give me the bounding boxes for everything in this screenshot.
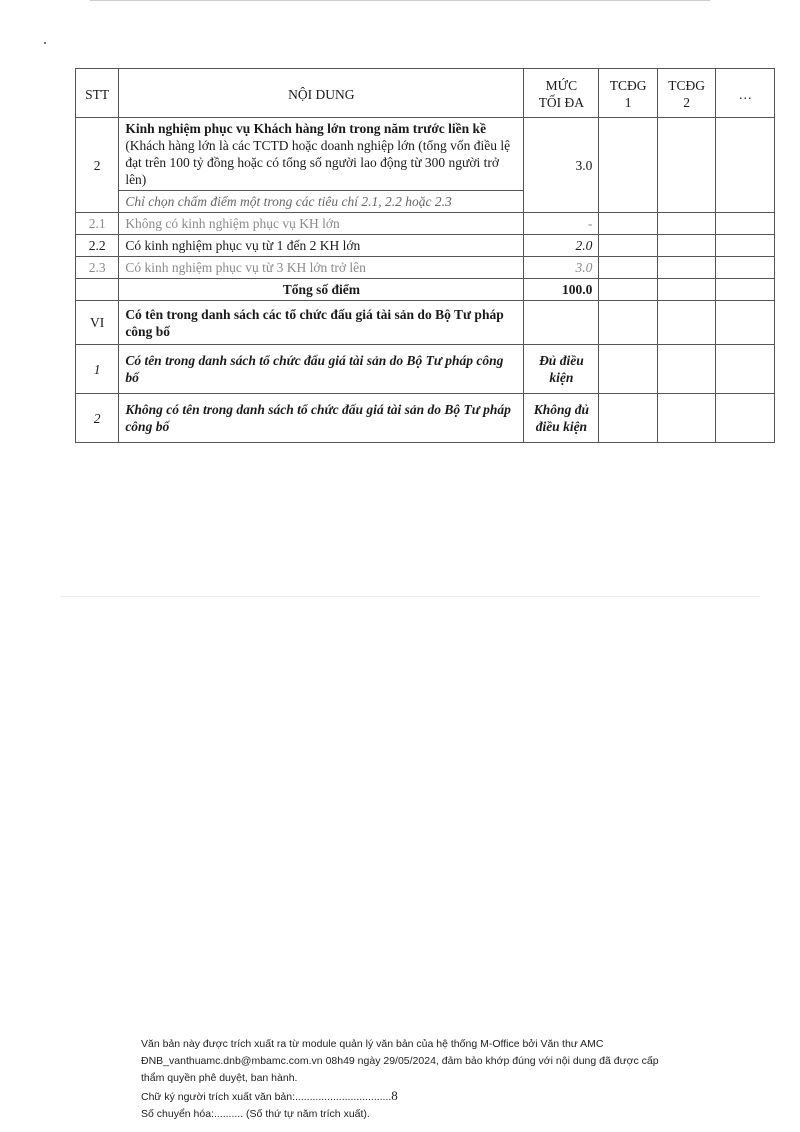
header-content: NỘI DUNG: [119, 69, 524, 118]
header-eval-1: TCĐG 1: [599, 69, 658, 118]
header-more: …: [716, 69, 775, 118]
eval-cell: [716, 213, 775, 235]
table-row: [76, 257, 775, 279]
eval-cell: [599, 394, 658, 443]
criterion-2-note: Chỉ chọn chấm điểm một trong các tiêu chí 2.1, 2.2 hoặc 2.3: [119, 191, 524, 213]
criterion-2-max: 3.0: [524, 118, 599, 213]
criterion-2-content: Kinh nghiệm phục vụ Khách hàng lớn trong năm trước liền kề (Khách hàng lớn là các TCTD hoặc doanh nghiệp lớn (tổng vốn điều lệ đạt trên 100 tỷ đồng hoặc có tổng số người lao động từ 300 người trở lên): [119, 118, 524, 191]
header-eval-2: TCĐG 2: [657, 69, 716, 118]
extraction-footer: [141, 1036, 701, 1123]
section-row: [76, 301, 775, 345]
eval-cell: [657, 257, 716, 279]
header-stt: STT: [76, 69, 119, 118]
evaluation-table: [75, 68, 775, 443]
vi-row-content: Không có tên trong danh sách tổ chức đấu giá tài sản do Bộ Tư pháp công bố: [119, 394, 524, 443]
vi-row-content: Có tên trong danh sách tổ chức đấu giá tài sản do Bộ Tư pháp công bố: [119, 345, 524, 394]
sub-row-max: -: [524, 213, 599, 235]
vi-row-stt: 1: [76, 345, 119, 394]
eval-cell: [599, 235, 658, 257]
sub-row-content: Có kinh nghiệm phục vụ từ 1 đến 2 KH lớn: [119, 235, 524, 257]
section-vi-title: Có tên trong danh sách các tổ chức đấu giá tài sản do Bộ Tư pháp công bố: [119, 301, 524, 345]
eval-cell: [657, 345, 716, 394]
vi-row-max: Đủ điều kiện: [524, 345, 599, 394]
eval-cell: [716, 235, 775, 257]
eval-cell: [716, 345, 775, 394]
table-header-row: [76, 69, 775, 118]
signature-mark: 8: [391, 1088, 398, 1103]
table-row: [76, 235, 775, 257]
total-stt-cell: [76, 279, 119, 301]
total-value: 100.0: [524, 279, 599, 301]
table-row: [76, 213, 775, 235]
sub-row-max: 2.0: [524, 235, 599, 257]
vi-row-stt: 2: [76, 394, 119, 443]
sub-row-content: Không có kinh nghiệm phục vụ KH lớn: [119, 213, 524, 235]
eval-cell: [716, 257, 775, 279]
eval-cell: [716, 118, 775, 213]
eval-cell: [716, 301, 775, 345]
eval-cell: [599, 345, 658, 394]
sub-row-stt: 2.3: [76, 257, 119, 279]
eval-cell: [599, 213, 658, 235]
eval-cell: [657, 394, 716, 443]
sub-row-content: Có kinh nghiệm phục vụ từ 3 KH lớn trở lên: [119, 257, 524, 279]
eval-cell: [657, 301, 716, 345]
eval-cell: [716, 279, 775, 301]
eval-cell: [657, 235, 716, 257]
eval-cell: [599, 118, 658, 213]
section-vi-stt: VI: [76, 301, 119, 345]
total-label: Tổng số điểm: [119, 279, 524, 301]
criterion-2-stt: 2: [76, 118, 119, 213]
eval-cell: [599, 301, 658, 345]
table-row: [76, 394, 775, 443]
footer-signature-line: Chữ ký người trích xuất văn bản:.................................8: [141, 1088, 398, 1103]
footer-line: thẩm quyền phê duyệt, ban hành.: [141, 1072, 298, 1084]
eval-cell: [599, 257, 658, 279]
eval-cell: [716, 394, 775, 443]
vi-row-max: Không đủ điều kiện: [524, 394, 599, 443]
eval-cell: [657, 279, 716, 301]
footer-line: ĐNB_vanthuamc.dnb@mbamc.com.vn 08h49 ngày 29/05/2024, đảm bảo khớp đúng với nội dung đã được cấp: [141, 1055, 659, 1067]
table-row: [76, 118, 775, 191]
total-row: [76, 279, 775, 301]
page-top-edge: [90, 0, 710, 1]
eval-cell: [599, 279, 658, 301]
table-row: [76, 345, 775, 394]
scan-dot: [44, 42, 46, 44]
section-vi-max: [524, 301, 599, 345]
footer-line: Số chuyển hóa:.......... (Số thứ tự năm trích xuất).: [141, 1108, 370, 1120]
eval-cell: [657, 213, 716, 235]
sub-row-stt: 2.2: [76, 235, 119, 257]
eval-cell: [657, 118, 716, 213]
sub-row-stt: 2.1: [76, 213, 119, 235]
footer-line: Văn bản này được trích xuất ra từ module quản lý văn bản của hệ thống M-Office bởi Văn thư AMC: [141, 1038, 604, 1050]
header-max-score: MỨC TỐI ĐA: [524, 69, 599, 118]
sub-row-max: 3.0: [524, 257, 599, 279]
scan-artifact-line: [60, 596, 760, 597]
